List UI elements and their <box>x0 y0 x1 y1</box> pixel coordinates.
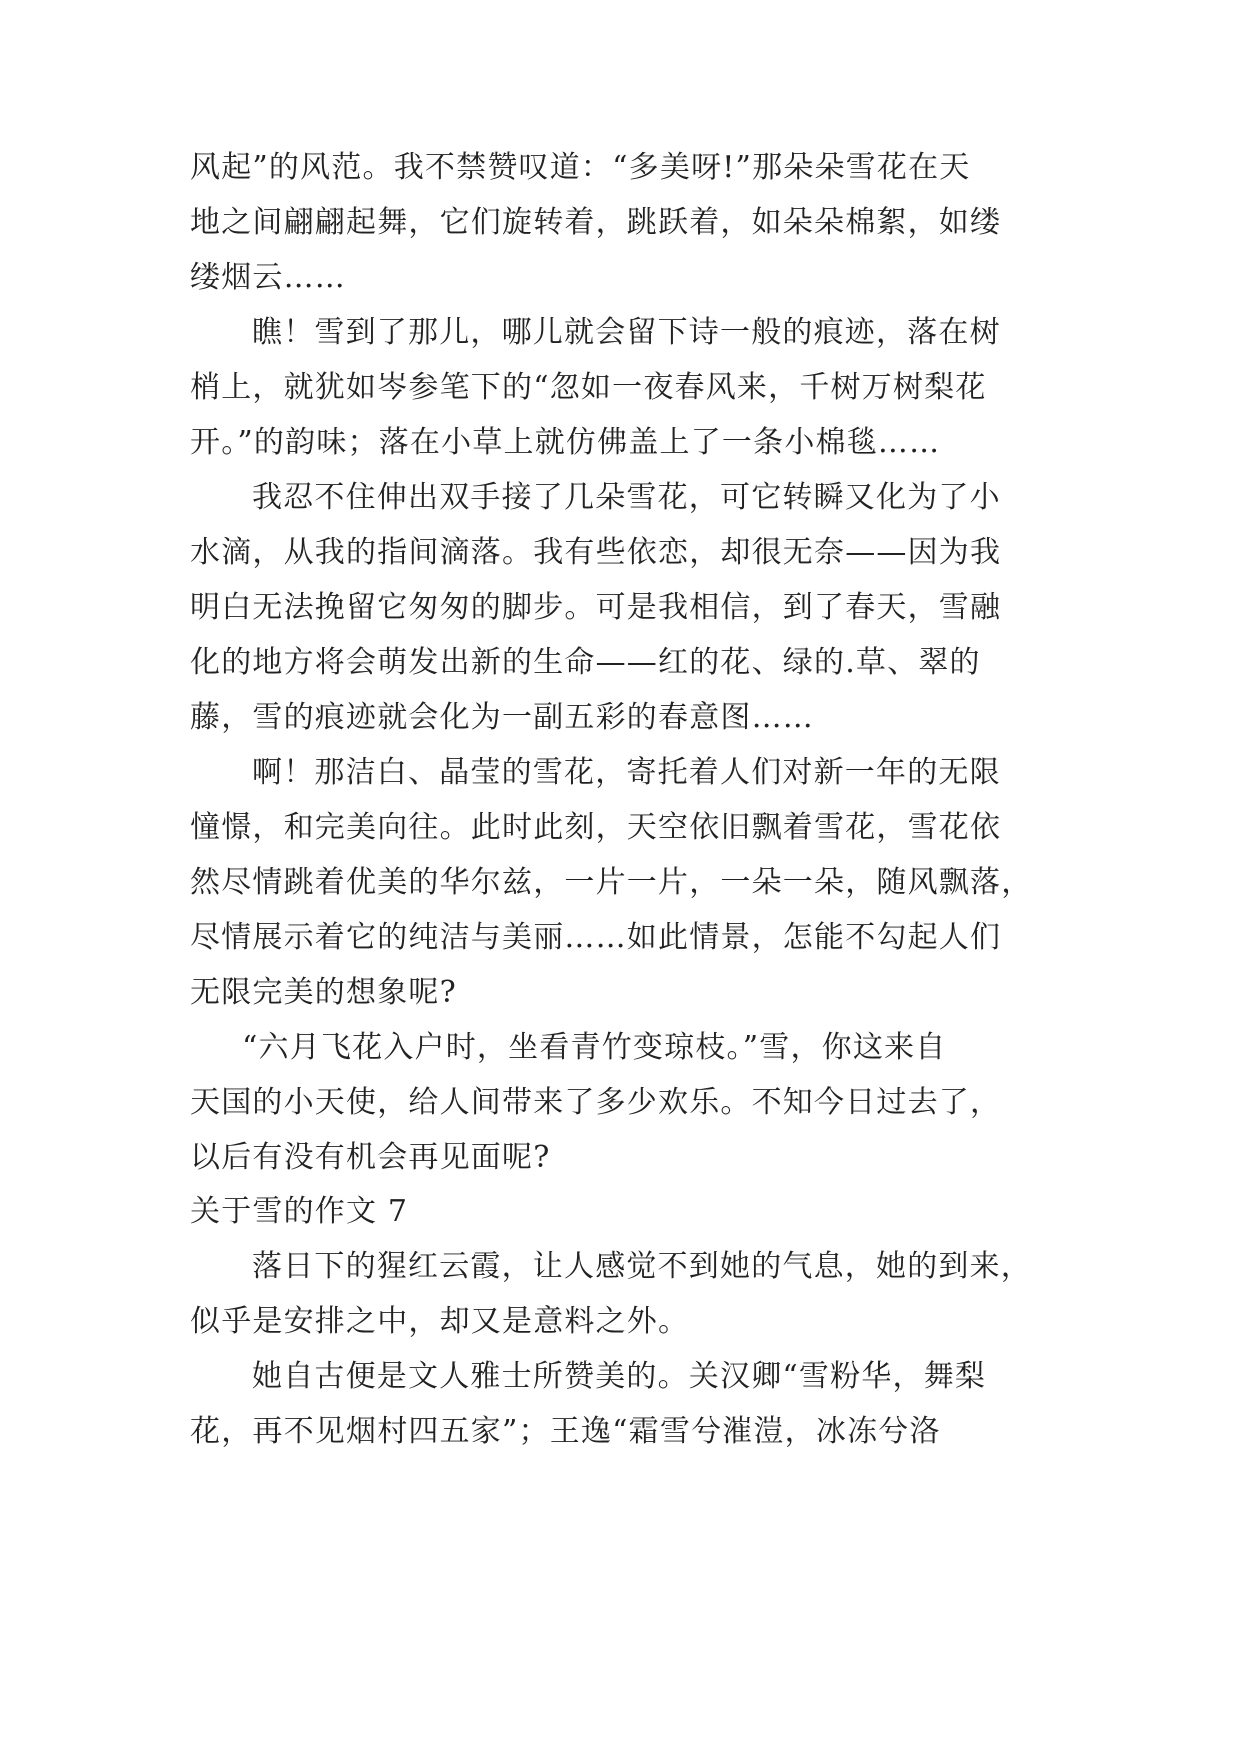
text-line: 缕烟云…… <box>190 260 346 295</box>
section-heading: 关于雪的作文 7 <box>190 1194 409 1229</box>
text-line: 无限完美的想象呢? <box>190 975 457 1010</box>
text-line: 藤，雪的痕迹就会化为一副五彩的春意图…… <box>190 700 814 735</box>
text-line: 尽情展示着它的纯洁与美丽……如此情景，怎能不勾起人们 <box>190 920 1002 955</box>
text-line: 化的地方将会萌发出新的生命——红的花、绿的.草、翠的 <box>190 645 981 680</box>
text-line: 开。”的韵味；落在小草上就仿佛盖上了一条小棉毯…… <box>190 425 941 460</box>
paragraph-first-line: 瞧！雪到了那儿，哪儿就会留下诗一般的痕迹，落在树 <box>252 315 1001 350</box>
paragraph-first-line: 她自古便是文人雅士所赞美的。关汉卿“雪粉华，舞梨 <box>252 1359 987 1394</box>
paragraph-first-line: 啊！那洁白、晶莹的雪花，寄托着人们对新一年的无限 <box>252 755 1001 790</box>
paragraph-first-line: 落日下的猩红云霞，让人感觉不到她的气息，她的到来， <box>252 1249 1032 1284</box>
paragraph-first-line: 我忍不住伸出双手接了几朵雪花，可它转瞬又化为了小 <box>252 480 1001 515</box>
text-line: 天国的小天使，给人间带来了多少欢乐。不知今日过去了， <box>190 1085 1002 1120</box>
text-line: 以后有没有机会再见面呢? <box>190 1140 551 1175</box>
text-line: 似乎是安排之中，却又是意料之外。 <box>190 1304 690 1339</box>
text-line: 花，再不见烟村四五家”；王逸“霜雪兮漼溰，冰冻兮洛 <box>190 1414 941 1449</box>
text-line: 明白无法挽留它匆匆的脚步。可是我相信，到了春天，雪融 <box>190 590 1002 625</box>
text-line: 地之间翩翩起舞，它们旋转着，跳跃着，如朵朵棉絮，如缕 <box>190 205 1002 240</box>
text-line: 水滴，从我的指间滴落。我有些依恋，却很无奈——因为我 <box>190 535 1002 570</box>
paragraph-first-line: “六月飞花入户时，坐看青竹变琼枝。”雪，你这来自 <box>242 1030 947 1065</box>
text-line: 憧憬，和完美向往。此时此刻，天空依旧飘着雪花，雪花依 <box>190 810 1002 845</box>
text-line: 梢上，就犹如岑参笔下的“忽如一夜春风来，千树万树梨花 <box>190 370 987 405</box>
text-line: 然尽情跳着优美的华尔兹，一片一片，一朵一朵，随风飘落， <box>190 865 1033 900</box>
text-line: 风起”的风范。我不禁赞叹道：“多美呀!”那朵朵雪花在天 <box>190 150 971 185</box>
